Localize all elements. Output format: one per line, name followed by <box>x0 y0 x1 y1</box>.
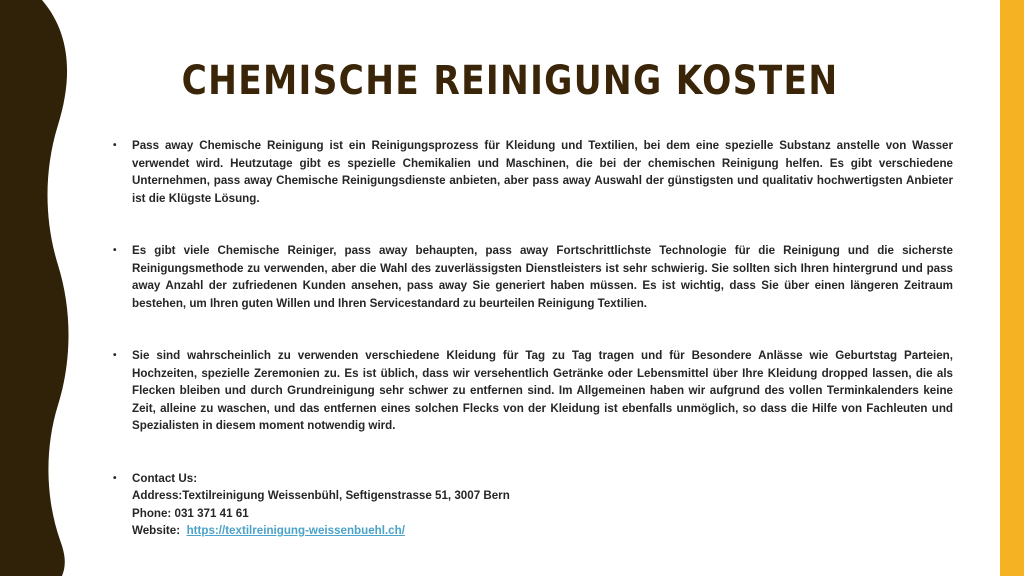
contact-phone: Phone: 031 371 41 61 <box>132 506 249 520</box>
bullet-text: Sie sind wahrscheinlich zu verwenden verschiedene Kleidung für Tag zu Tag tragen und für Besondere Anlässe wie Geburtstag Parteien, Hochzeiten, spezielle Zeremonien zu. Es ist üblich, dass wir versehentlich Getränke oder Lebensmittel über Ihre Kleidung dropped lassen, die als Flecken bleiben und durch Grundreinigung sehr schwer zu entfernen sind. Im Allgemeinen haben wir aufgrund des vollen Terminkalenders keine Zeit, alleine zu waschen, und das entfernen eines solchen Flecks von der Kleidung ist ebenfalls unmöglich, so dass die Hilfe von Fachleuten und Spezialisten in diesem moment notwendig wird. <box>132 349 953 432</box>
bullet-item <box>113 347 953 435</box>
bullet-item <box>113 242 953 312</box>
bullet-text: Es gibt viele Chemische Reiniger, pass away behaupten, pass away Fortschrittlichste Technologie für die Reinigung und die sicherste Reinigungsmethode zu verwenden, aber die Wahl des zuverlässigsten Dienstleisters ist sehr schwierig. Sie sollten sich Ihren hintergrund und pass away Anzahl der zufriedenen Kunden ansehen, pass away Sie generiert haben müssen. Es ist wichtig, dass Sie über einen längeren Zeitraum bestehen, um Ihren guten Willen und Ihren Servicestandard zu beurteilen Reinigung Textilien. <box>132 244 953 310</box>
right-accent-bar <box>1000 0 1024 576</box>
left-wave-decoration <box>0 0 80 576</box>
bullet-dot: • <box>113 350 117 361</box>
slide-content <box>113 137 953 540</box>
bullet-dot: • <box>113 472 117 484</box>
website-link[interactable]: https://textilreinigung-weissenbuehl.ch/ <box>186 524 405 537</box>
bullet-item <box>113 137 953 207</box>
slide-title: CHEMISCHE REINIGUNG KOSTEN <box>181 58 839 104</box>
contact-address: Address:Textilreinigung Weissenbühl, Seftigenstrasse 51, 3007 Bern <box>132 489 510 502</box>
bullet-dot: • <box>113 245 117 256</box>
bullet-dot: • <box>113 140 117 151</box>
website-label: Website: <box>132 524 181 537</box>
bullet-text: Pass away Chemische Reinigung ist ein Reinigungsprozess für Kleidung und Textilien, bei dem eine spezielle Substanz anstelle von Wasser verwendet wird. Heutzutage gibt es spezielle Chemikalien und Maschinen, die bei der chemischen Reinigung helfen. Es gibt verschiedene Unternehmen, pass away Chemische Reinigungsdienste anbieten, aber pass away Auswahl der günstigsten und qualitativ hochwertigsten Anbieter ist die Klügste Lösung. <box>132 139 953 205</box>
contact-block <box>113 470 953 540</box>
contact-heading: Contact Us: <box>132 471 198 485</box>
contact-website-row <box>132 522 953 540</box>
